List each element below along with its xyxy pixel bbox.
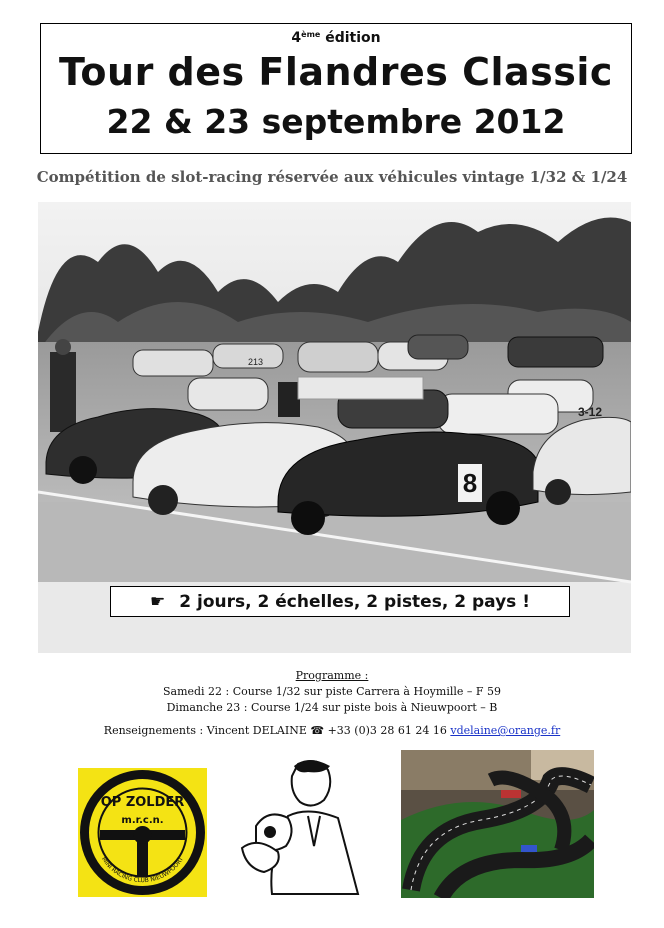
edition-suffix: ème (301, 30, 321, 39)
contact-line (0, 724, 664, 737)
driver-illustration (238, 756, 366, 896)
contact-phone: +33 (0)3 28 61 24 16 (327, 724, 447, 737)
slogan-text: 2 jours, 2 échelles, 2 pistes, 2 pays ! (179, 591, 530, 612)
telephone-icon: ☎ (310, 724, 325, 737)
pointing-hand-icon: ☛ (150, 591, 166, 612)
page-title: Tour des Flandres Classic (59, 50, 613, 94)
contact-label: Renseignements : Vincent DELAINE (103, 724, 307, 737)
slot-track-photo (401, 750, 594, 898)
logo-top-text: OP ZOLDER (100, 795, 185, 810)
car-number-3-12: 3-12 (578, 405, 603, 419)
logo-ring-text: MINI RACING CLUB NIEUWPOORT (99, 855, 186, 885)
club-logo (78, 768, 207, 897)
title-box (40, 23, 632, 154)
edition-number: 4 (291, 30, 302, 46)
edition-label (41, 30, 631, 46)
subtitle: Compétition de slot-racing réservée aux véhicules vintage 1/32 & 1/24 (36, 168, 628, 186)
car-number-213: 213 (248, 357, 264, 367)
event-dates: 22 & 23 septembre 2012 (106, 102, 566, 141)
car-number-8: 8 (462, 468, 478, 498)
logo-middle-text: m.r.c.n. (121, 815, 164, 826)
programme-title: Programme : (295, 669, 369, 682)
programme-section (0, 668, 664, 716)
slogan-banner (110, 586, 570, 617)
contact-email-link[interactable]: vdelaine@orange.fr (450, 724, 561, 737)
programme-line-saturday: Samedi 22 : Course 1/32 sur piste Carrera à Hoymille – F 59 (162, 685, 502, 698)
edition-word: édition (325, 30, 381, 46)
programme-line-sunday: Dimanche 23 : Course 1/24 sur piste bois à Nieuwpoort – B (166, 701, 498, 714)
